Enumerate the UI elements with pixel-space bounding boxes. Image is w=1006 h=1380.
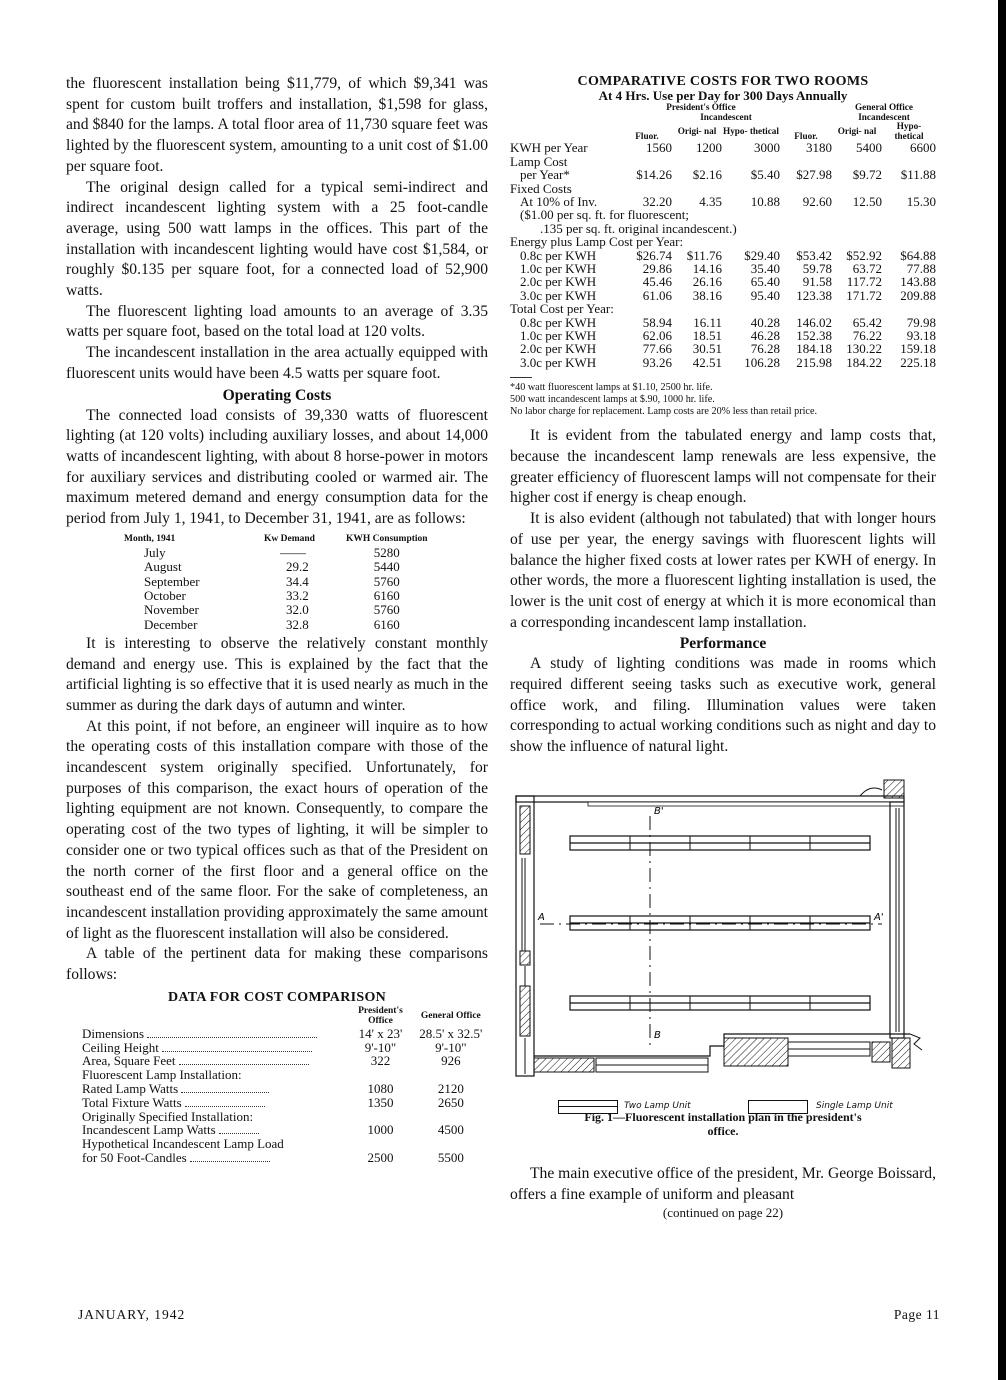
cell [345,1068,415,1082]
cell: September [144,573,200,589]
cell: 152.38 [796,328,832,344]
cell: 4.35 [699,194,722,209]
cell: 59.78 [802,261,832,277]
floor-plan-figure [510,776,936,1136]
row-label: Total Cost per Year: [510,301,614,317]
cell: 45.46 [642,274,672,290]
floor-plan-drawing [510,776,936,1096]
table-row [82,1054,486,1068]
row-label: Dimensions [82,1025,145,1041]
col-header-hypothetical: Hypo- thetical [723,125,779,136]
cell: 38.16 [692,287,722,303]
legend-two-lamp-label: Two Lamp Unit [624,1100,691,1111]
cell: 63.72 [852,261,882,277]
paragraph: It is interesting to observe the relatively constant monthly demand and energy use. This is explained by the fact that the artificial lighting is so effective that it is used nearly as much in the summer as during the dark days of autumn and winter. [66,634,488,714]
cell: 33.2 [286,587,309,603]
row-label: Incandescent Lamp Watts [82,1122,216,1138]
cell: 28.5' x 32.5' [419,1025,483,1041]
paragraph: the fluorescent installation being $11,779, of which $9,341 was spent for custom built troffers and installation, $1,598 for glass, and $840 for the lamps. A total floor area of 11,730 square feet was lighted by the fluorescent system, amounting to a unit cost of $1.00 per square foot. [66,75,488,175]
cell: $64.88 [900,247,936,263]
row-label: per Year* [520,167,570,183]
cell: $2.16 [692,167,722,183]
cell [416,1110,486,1124]
paragraph: A table of the pertinent data for making these comparisons follows: [66,945,488,984]
cell: $53.42 [796,247,832,263]
cell [416,1068,486,1082]
row-label: At 10% of Inv. [520,194,598,209]
cell: 35.40 [750,261,780,277]
cell: $11.88 [900,167,936,183]
figure-caption: Fig. 1—Fluorescent installation plan in the president's office. [584,1109,862,1138]
cell: 77.66 [642,341,672,357]
col-header-general-office: General Office [420,1011,481,1022]
cell: 5760 [373,602,400,618]
col-header-original: Origi- nal [837,125,877,136]
section-heading-operating-costs: Operating Costs [222,386,332,404]
cell: 5280 [373,545,400,561]
paragraph: The connected load consists of 39,330 watts of fluorescent lighting (at 120 volts) including auxiliary losses, and about 14,000 watts of incandescent lighting, with about 8 horse-power in motors for auxiliary services and distributing cooled or warmed air. The maximum metered demand and energy consumption data for the period from July 1, 1941, to December 31, 1941, are as follows: [66,406,488,528]
cell: 926 [441,1053,461,1069]
top-wall [516,780,904,806]
cell: 76.22 [852,328,882,344]
row-label: 1.0c per KWH [520,261,597,277]
table-row [124,575,428,589]
cell: 2650 [437,1094,464,1110]
row-label: Lamp Cost [510,153,568,169]
cell: 146.02 [796,314,832,330]
col-header-fluor: Fluor. [635,130,659,141]
table-row [510,275,936,288]
cell: $29.40 [744,247,780,263]
row-label: Ceiling Height [82,1039,159,1055]
col-header: KWH Consumption [346,533,428,544]
cell: 14.16 [692,261,722,277]
cell: 6160 [373,587,400,603]
section-label-a-prime: A' [874,911,884,923]
data-table-title: DATA FOR COST COMPARISON [167,989,387,1005]
paragraph: The original design called for a typical semi-indirect and indirect incandescent lighting system with a 25 foot-candle average, using 500 watt lamps in the offices. This part of the installation with incandescent lighting would have cost $1,584, or roughly $0.135 per square foot, for a connected load of 52,900 watts. [66,178,488,300]
col-header-presidents-office: President's Office [358,1005,403,1027]
cell: 32.0 [286,602,309,618]
cell: 14' x 23' [358,1025,403,1041]
table-row [510,235,936,248]
cell: 40.28 [750,314,780,330]
section-label-b-prime: B' [654,805,664,817]
cell: 29.2 [286,559,309,575]
footnote-rule [510,377,532,378]
cell: 18.51 [692,328,722,344]
group-header-presidents-office: President's Office [666,102,736,112]
table-note: ($1.00 per sq. ft. for fluorescent; [520,207,689,223]
right-column [510,74,936,1221]
paragraph: The incandescent installation in the area actually equipped with fluorescent units would have been 4.5 watts per square foot. [66,344,488,382]
row-label: Energy plus Lamp Cost per Year: [510,234,684,250]
table-row [510,141,936,154]
table-row [124,603,428,617]
row-label: for 50 Foot-Candles [82,1149,187,1165]
page-edge [998,0,1006,1380]
cell: 32.20 [642,194,672,209]
cell: $5.40 [750,167,780,183]
cell: 46.28 [750,328,780,344]
table-row [82,1041,486,1055]
cell: 76.28 [750,341,780,357]
cell: $11.76 [686,247,722,263]
cell: 61.06 [642,287,672,303]
table-row [510,329,936,342]
row-label: Rated Lamp Watts [82,1080,179,1096]
section-lines [537,806,884,1048]
footnote: 500 watt incandescent lamps at $.90, 1000 hr. life. [510,394,715,406]
table-row [82,1110,486,1124]
cell [345,1110,415,1124]
cell: 5500 [437,1149,464,1165]
cell: 91.58 [802,274,832,290]
cell: 2500 [367,1149,394,1165]
row-label: Originally Specified Installation: [82,1108,254,1124]
col-header-original: Origi- nal [677,125,717,136]
cell: $26.74 [636,247,672,263]
row-label: 3.0c per KWH [520,287,597,303]
table-row [82,1151,486,1165]
cell: 209.88 [900,287,936,303]
row-label: Fixed Costs [510,180,572,196]
cell [416,1137,486,1151]
row-label: KWH per Year [510,140,588,156]
table-note: .135 per sq. ft. original incandescent.) [540,220,737,236]
cell: August [144,559,182,575]
table-row [510,316,936,329]
cell: 130.22 [846,341,882,357]
subgroup-header: Incandescent [700,111,752,122]
cell: 26.16 [692,274,722,290]
cell: 77.88 [906,261,936,277]
paragraph: The main executive office of the president, Mr. George Boissard, offers a fine example of uniform and pleasant [510,1164,936,1203]
cost-comparison-data-table [82,1006,486,1165]
cell: $52.92 [846,247,882,263]
table-row [124,589,428,603]
cell: 1560 [646,140,672,156]
monthly-demand-table [124,532,428,632]
table-row [510,208,936,221]
paragraph: It is evident from the tabulated energy and lamp costs that, because the incandescent lamp renewals are less expensive, the greater efficiency of fluorescent lamps will not compensate for their higher cost if energy is cheap enough. [510,427,936,507]
table-row [510,155,936,168]
cell: November [144,602,199,618]
row-label: 0.8c per KWH [520,314,597,330]
cell: 5760 [373,573,400,589]
cell: —— [280,545,306,561]
table-row [510,195,936,208]
cell: 5440 [373,559,400,575]
footer-date: JANUARY, 1942 [78,1307,186,1322]
cell: 93.26 [642,354,672,370]
cell: 3000 [754,140,780,156]
continued-note: (continued on page 22) [662,1205,784,1221]
cell: 117.72 [846,274,882,290]
cell: 9'-10" [364,1039,397,1055]
cell: 123.38 [796,287,832,303]
cell: $27.98 [796,167,832,183]
paragraph: It is also evident (although not tabulated) that with longer hours of use per year, the energy savings with fluorescent lights will balance the higher fixed costs at lower rates per KWH of energy. In other words, the more a fluorescent lighting installation is used, the lower is the unit cost of energy at which it is more economical than a corresponding incandescent lamp installation. [510,510,936,631]
cell: 184.22 [846,354,882,370]
group-header-general-office: General Office [855,102,913,112]
paragraph: A study of lighting conditions was made in rooms which required different seeing tasks such as executive work, general office work, and filing. Illumination values were taken corresponding to actual working conditions such as night and day to show the influence of natural light. [510,655,936,756]
footnote: No labor charge for replacement. Lamp costs are 20% less than retail price. [510,406,818,418]
table-row [82,1137,486,1151]
cell: December [144,616,198,632]
cell: 29.86 [642,261,672,277]
cell: $14.26 [636,167,672,183]
table-row [510,249,936,262]
fixture-row-1 [570,836,870,850]
cell: 106.28 [744,354,780,370]
row-label: Hypothetical Incandescent Lamp Load [82,1136,284,1152]
right-wall [890,802,910,1068]
row-label: 1.0c per KWH [520,328,597,344]
footnote: *40 watt fluorescent lamps at $1.10, 2500 hr. life. [510,382,713,394]
table-row [82,1068,486,1082]
cell: 171.72 [846,287,882,303]
table-row [82,1123,486,1137]
table-row [510,342,936,355]
cell: 159.18 [900,341,936,357]
table-row [82,1096,486,1110]
table-row [510,289,936,302]
cell: 184.18 [796,341,832,357]
cell: 1000 [367,1122,394,1138]
cell: 6160 [373,616,400,632]
table-row [510,262,936,275]
comparative-costs-subtitle: At 4 Hrs. Use per Day for 300 Days Annually [598,88,848,103]
cell: 93.18 [906,328,936,344]
cell: July [144,545,166,561]
cell: 225.18 [900,354,936,370]
cell [345,1137,415,1151]
cell: 42.51 [692,354,722,370]
cell: 5400 [856,140,882,156]
row-label: Area, Square Feet [82,1053,176,1069]
table-row [510,302,936,315]
paragraph: The fluorescent lighting load amounts to an average of 3.35 watts per square foot, based on the total load at 120 volts. [66,302,488,341]
table-row [510,182,936,195]
legend-single-lamp-symbol [748,1100,808,1114]
section-label-a: A [538,911,545,923]
table-row [510,168,936,181]
left-column [66,74,488,1165]
cell: 4500 [437,1122,464,1138]
cell: 79.98 [906,314,936,330]
cell: 3180 [806,140,832,156]
cell: 62.06 [642,328,672,344]
row-label: Total Fixture Watts [82,1094,182,1110]
cell: 95.40 [750,287,780,303]
left-wall-windows [516,796,534,1076]
cell: 2120 [437,1080,464,1096]
cell: 1200 [696,140,722,156]
cell: 30.51 [692,341,722,357]
cell: 1350 [367,1094,394,1110]
cell: 92.60 [802,194,832,209]
cell: 1080 [367,1080,394,1096]
cell: 9'-10" [435,1039,467,1055]
cell: 6600 [910,140,936,156]
cell: October [144,587,186,603]
cell: 12.50 [852,194,882,209]
cell: 322 [370,1053,391,1069]
legend-single-lamp-label: Single Lamp Unit [816,1100,893,1111]
row-label: Fluorescent Lamp Installation: [82,1067,242,1083]
row-label: 2.0c per KWH [520,274,597,290]
table-row [82,1082,486,1096]
cell: 143.88 [900,274,936,290]
page-number: Page 11 [893,1307,940,1322]
table-row [124,618,428,632]
table-row [510,356,936,369]
paragraph: At this point, if not before, an engineer will inquire as to how the operating costs of this installation compare with those of the incandescent system originally specified. Unfortunately, for purposes of this comparison, the exact hours of operation of the lighting equipment are not known. Consequently, to compare the operating cost of the two types of lighting, it will be simpler to consider one or two typical offices such as that of the President on the north corner of the first floor and a general office on the southeast end of the same floor. For the sake of completeness, an incandescent installation providing approximately the same amount of light as the fluorescent installation will also be considered. [66,717,488,942]
cell: 215.98 [796,354,832,370]
row-label: 3.0c per KWH [520,354,597,370]
bottom-wall [534,1034,922,1072]
section-label-b: B [654,1029,661,1041]
fixture-row-2 [570,916,870,930]
cell: 65.42 [852,314,882,330]
table-row [124,560,428,574]
row-label: 2.0c per KWH [520,341,597,357]
cell: 65.40 [750,274,780,290]
table-row [82,1027,486,1041]
fixture-row-3 [570,996,870,1010]
table-row [124,546,428,560]
cell: 34.4 [286,573,309,589]
section-heading-performance: Performance [679,635,767,653]
cell: 16.11 [693,314,722,330]
cell: 58.94 [642,314,672,330]
cell: 15.30 [906,194,936,209]
table-row [510,222,936,235]
comparative-costs-title: COMPARATIVE COSTS FOR TWO ROOMS [577,74,869,89]
subgroup-header: Incandescent [858,111,910,122]
col-header: Month, 1941 [124,533,176,544]
comparative-costs-table [510,103,936,369]
cell: 10.88 [750,194,780,209]
cell: 32.8 [286,616,309,632]
col-header-fluor: Fluor. [794,130,818,141]
col-header-hypothetical: Hypo- thetical [894,121,924,141]
row-label: 0.8c per KWH [520,247,597,263]
col-header: Kw Demand [264,533,315,544]
cell: $9.72 [852,167,882,183]
legend-two-lamp-symbol [558,1100,618,1114]
